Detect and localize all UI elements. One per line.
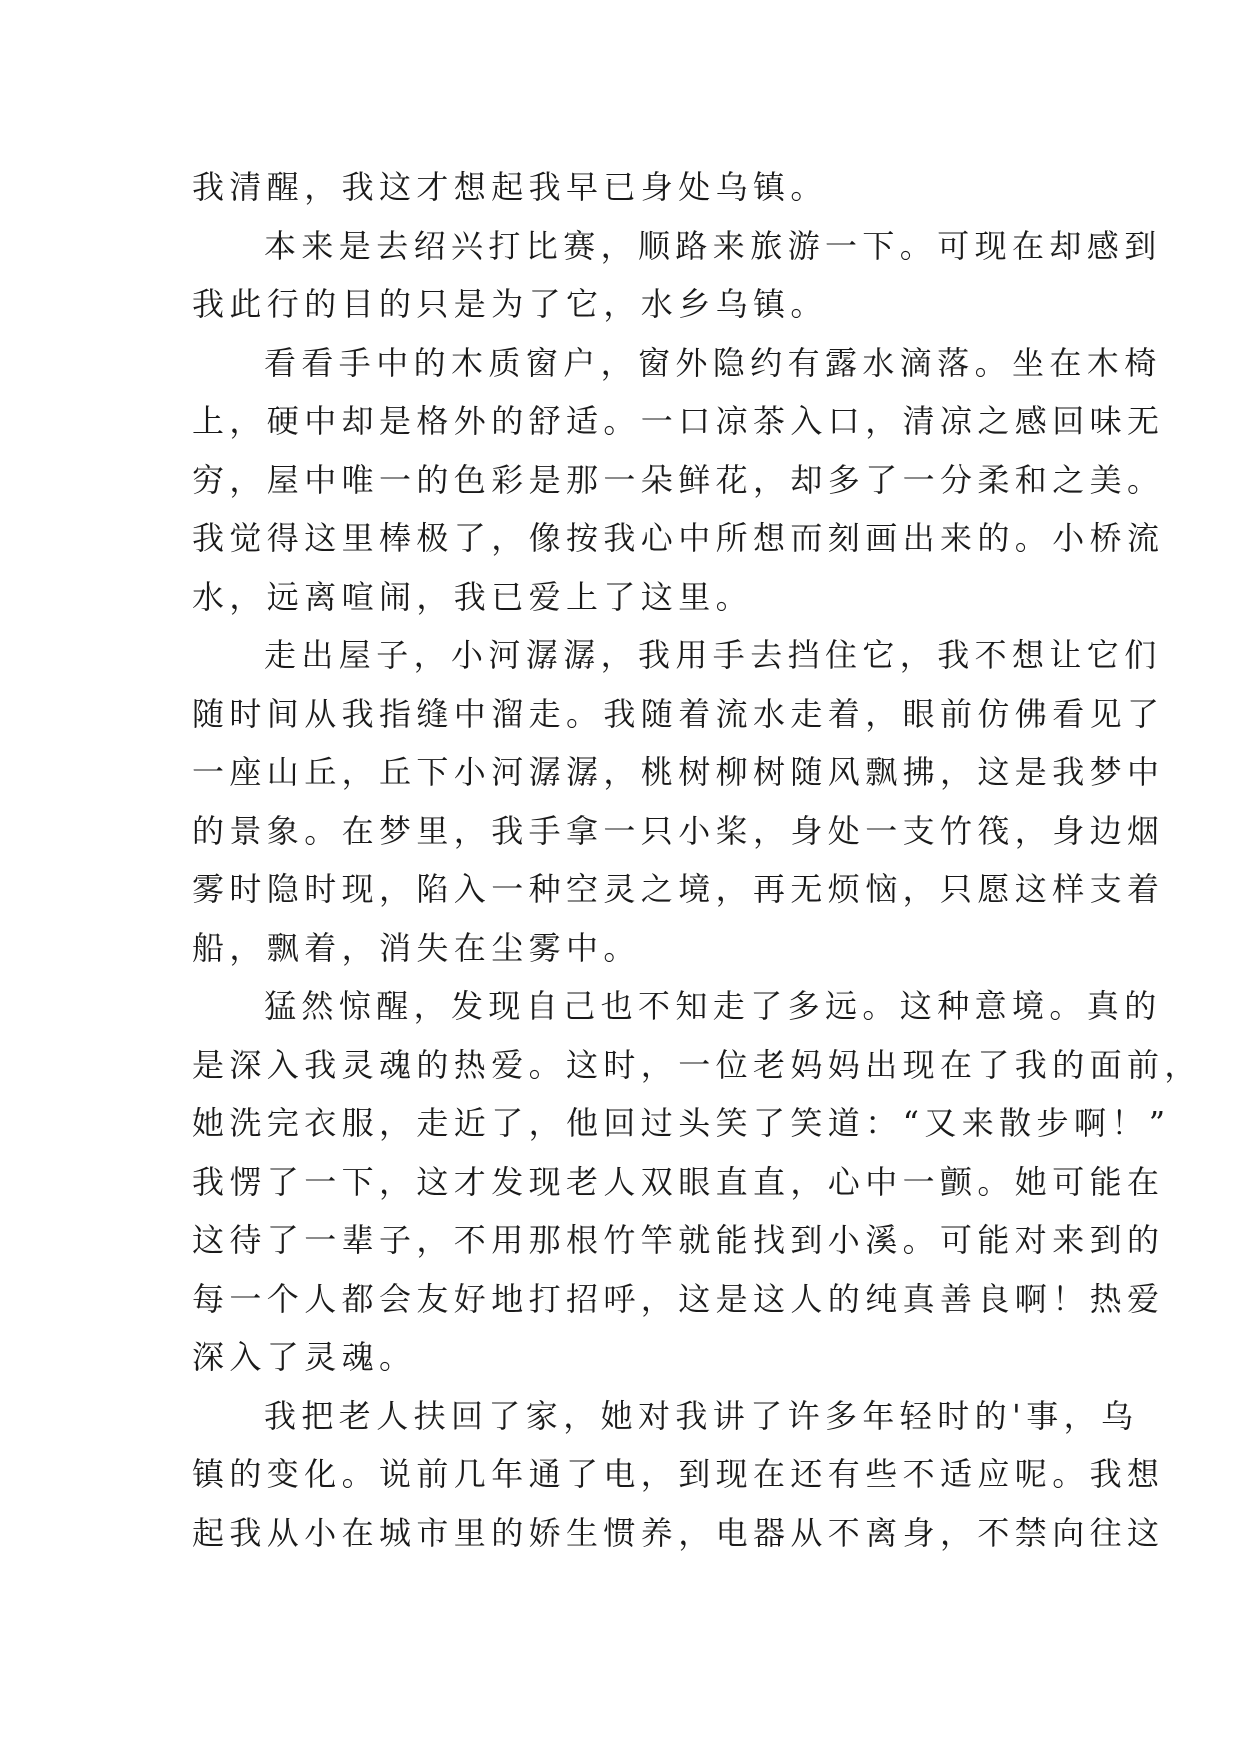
- text-line: 我觉得这里棒极了，像按我心中所想而刻画出来的。小桥流: [192, 519, 1165, 557]
- text-line: 船，飘着，消失在尘雾中。: [192, 928, 641, 967]
- text-line: 我此行的目的只是为了它，水乡乌镇。: [192, 285, 828, 323]
- text-line: 走出屋子，小河潺潺，我用手去挡住它，我不想让它们: [264, 636, 1162, 674]
- essay-body: [192, 158, 1202, 1562]
- text-line: 看看手中的木质窗户，窗外隐约有露水滴落。坐在木椅: [264, 343, 1162, 382]
- text-line: 镇的变化。说前几年通了电，到现在还有些不适应呢。我想: [192, 1455, 1165, 1493]
- text-line: 每一个人都会友好地打招呼，这是这人的纯真善良啊！热爱: [192, 1279, 1165, 1318]
- text-line: 雾时隐时现，陷入一种空灵之境，再无烦恼，只愿这样支着: [192, 870, 1165, 908]
- text-line: 我清醒，我这才想起我早已身处乌镇。: [192, 168, 828, 206]
- text-line: 的景象。在梦里，我手拿一只小桨，身处一支竹筏，身边烟: [192, 811, 1165, 850]
- text-line: 一座山丘，丘下小河潺潺，桃树柳树随风飘拂，这是我梦中: [192, 753, 1165, 791]
- text-line: 随时间从我指缝中溜走。我随着流水走着，眼前仿佛看见了: [192, 694, 1165, 733]
- text-line: 这待了一辈子，不用那根竹竿就能找到小溪。可能对来到的: [192, 1221, 1165, 1259]
- text-line: 水，远离喧闹，我已爱上了这里。: [192, 577, 754, 616]
- text-line: 深入了灵魂。: [192, 1338, 417, 1376]
- text-line: 猛然惊醒，发现自己也不知走了多远。这种意境。真的: [264, 987, 1162, 1025]
- text-line: 我把老人扶回了家，她对我讲了许多年轻时的'事，乌: [264, 1396, 1139, 1435]
- text-line: 我愣了一下，这才发现老人双眼直直，心中一颤。她可能在: [192, 1162, 1165, 1201]
- text-line: 本来是去绍兴打比赛，顺路来旅游一下。可现在却感到: [264, 226, 1162, 265]
- text-line: 起我从小在城市里的娇生惯养，电器从不离身，不禁向往这: [192, 1513, 1165, 1552]
- text-line: 上，硬中却是格外的舒适。一口凉茶入口，清凉之感回味无: [192, 402, 1165, 440]
- text-line: 穷，屋中唯一的色彩是那一朵鲜花，却多了一分柔和之美。: [192, 460, 1165, 499]
- text-line: 她洗完衣服，走近了，他回过头笑了笑道：“又来散步啊！”: [192, 1104, 1171, 1142]
- text-line: 是深入我灵魂的热爱。这时，一位老妈妈出现在了我的面前，: [192, 1045, 1202, 1084]
